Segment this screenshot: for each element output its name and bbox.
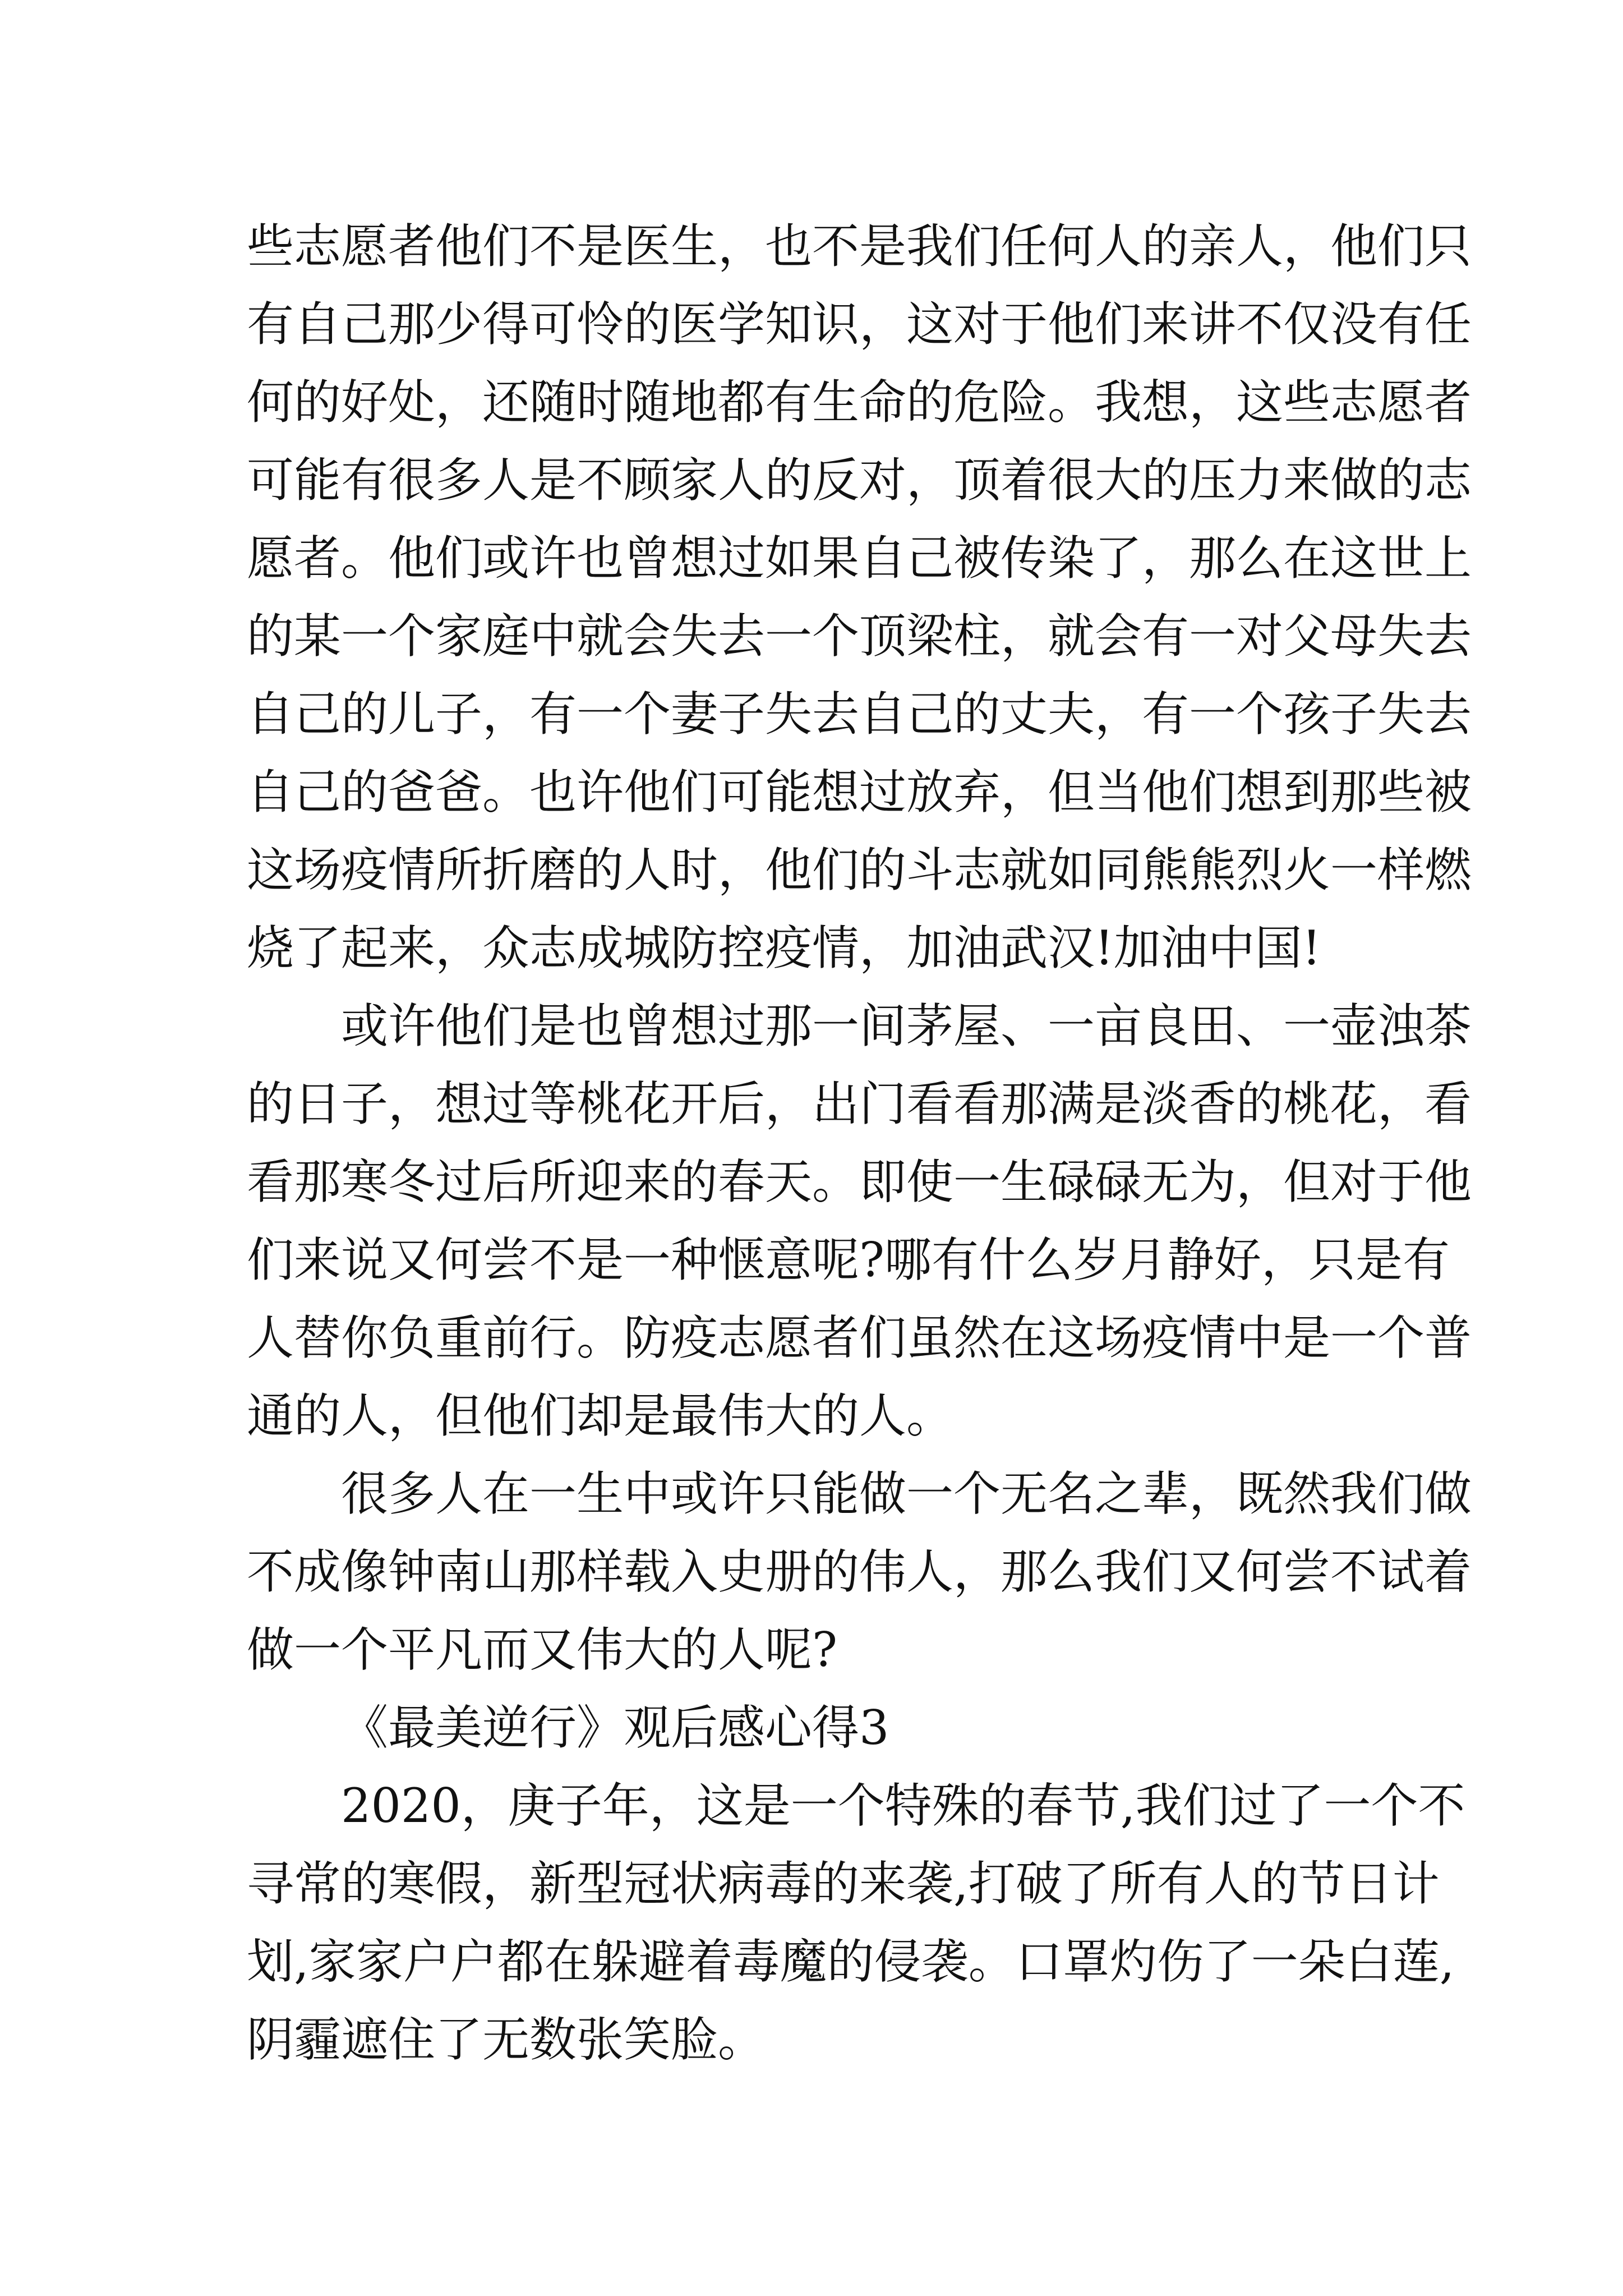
text-line: 划,家家户户都在躲避着毒魔的侵袭。口罩灼伤了一朵白莲,: [247, 1934, 1455, 1989]
text-line: 们来说又何尝不是一种惬意呢?哪有什么岁月静好，只是有: [247, 1232, 1450, 1287]
text-line: 自己的儿子，有一个妻子失去自己的丈夫，有一个孩子失去: [247, 687, 1472, 742]
section-heading: [247, 1689, 1391, 1767]
text-line: 或许他们是也曾想过那一间茅屋、一亩良田、一壶浊茶: [341, 999, 1472, 1053]
text-line: 自己的爸爸。也许他们可能想过放弃，但当他们想到那些被: [247, 765, 1472, 820]
document-body: [247, 208, 1472, 2079]
text-line: 烧了起来，众志成城防控疫情，加油武汉!加油中国!: [247, 921, 1321, 976]
text-line: 的日子，想过等桃花开后，出门看看那满是淡香的桃花，看: [247, 1076, 1472, 1131]
text-line: 寻常的寒假，新型冠状病毒的来袭,打破了所有人的节日计: [247, 1856, 1440, 1911]
paragraph-continuation: [247, 208, 1472, 987]
paragraph-volunteers-dream: [247, 987, 1472, 1455]
paragraph-spring-festival: [247, 1767, 1465, 2079]
text-line: 做一个平凡而又伟大的人呢?: [247, 1622, 838, 1677]
text-line: 不成像钟南山那样载入史册的伟人，那么我们又何尝不试着: [247, 1544, 1472, 1599]
text-line: 有自己那少得可怜的医学知识，这对于他们来讲不仅没有任: [247, 297, 1472, 352]
text-line: 这场疫情所折磨的人时，他们的斗志就如同熊熊烈火一样燃: [247, 843, 1472, 898]
text-line: 人替你负重前行。防疫志愿者们虽然在这场疫情中是一个普: [247, 1310, 1472, 1365]
text-line: 通的人，但他们却是最伟大的人。: [247, 1388, 954, 1443]
paragraph-ordinary-greatness: [247, 1455, 1472, 1689]
text-line: 很多人在一生中或许只能做一个无名之辈，既然我们做: [341, 1466, 1472, 1521]
heading-text: 《最美逆行》观后感心得3: [341, 1700, 889, 1755]
text-line: 的某一个家庭中就会失去一个顶梁柱，就会有一对父母失去: [247, 609, 1472, 664]
text-line: 何的好处，还随时随地都有生命的危险。我想，这些志愿者: [247, 375, 1472, 430]
text-line: 看那寒冬过后所迎来的春天。即使一生碌碌无为，但对于他: [247, 1154, 1472, 1209]
text-line: 2020，庚子年，这是一个特殊的春节,我们过了一个不: [341, 1778, 1465, 1833]
text-line: 可能有很多人是不顾家人的反对，顶着很大的压力来做的志: [247, 453, 1472, 508]
text-line: 些志愿者他们不是医生，也不是我们任何人的亲人，他们只: [247, 219, 1472, 274]
text-line: 阴霾遮住了无数张笑脸。: [247, 2012, 766, 2067]
text-line: 愿者。他们或许也曾想过如果自己被传染了，那么在这世上: [247, 531, 1472, 586]
